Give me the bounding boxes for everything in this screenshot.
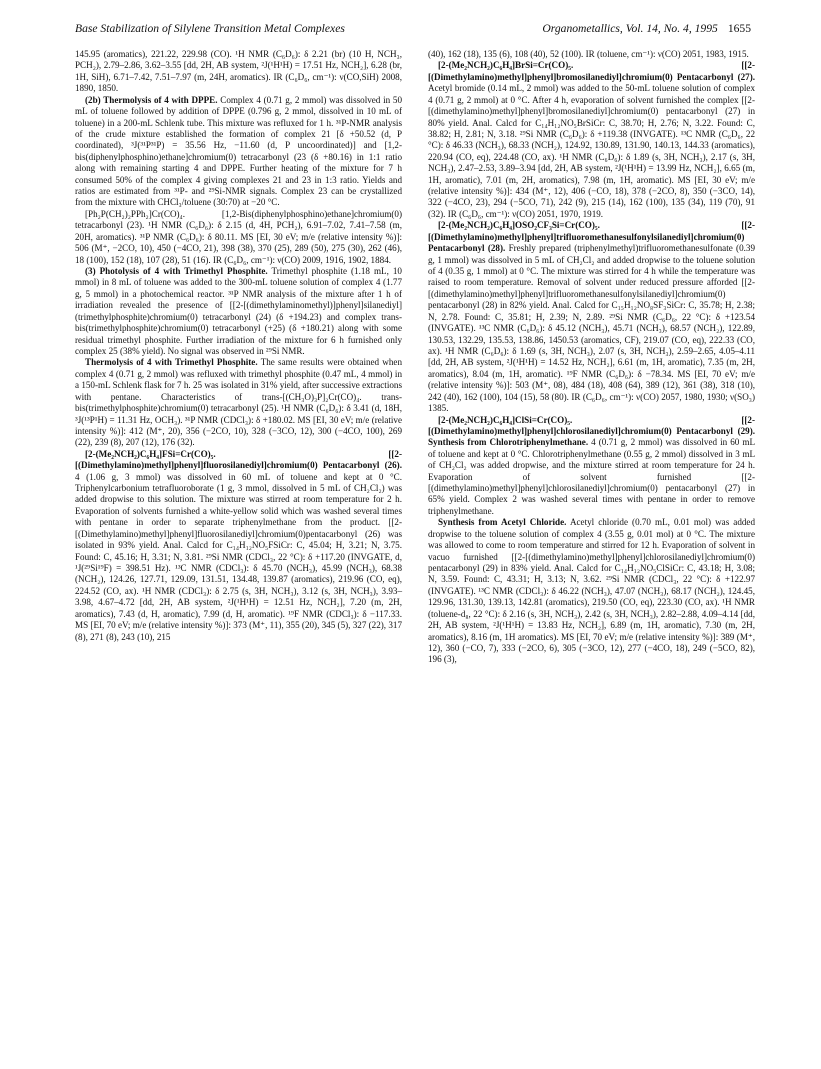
running-title: Base Stabilization of Silylene Transition Metal Complexes <box>75 22 345 35</box>
paragraph-l6 <box>75 449 402 643</box>
paragraph-heading: Thermolysis of 4 with Trimethyl Phosphite. <box>85 357 258 368</box>
paragraph-l2 <box>75 95 402 209</box>
left-column <box>75 49 402 643</box>
paragraph-heading: (2b) Thermolysis of 4 with DPPE. <box>85 94 218 105</box>
paragraph-r4 <box>428 415 755 518</box>
paragraph-r1 <box>428 49 755 60</box>
paragraph-heading: [2-(Me₂NCH₂)C₆H₄]FSi=Cr(CO)₅. [[2-[(Dimethylamino)methyl]phenyl]fluorosilanediyl]chromium(0) Pentacarbonyl (26). <box>75 448 402 471</box>
journal-name: Organometallics, Vol. 14, No. 4, 1995 <box>542 22 718 35</box>
paragraph-text: 4 (0.71 g, 2 mmol) was dissolved in 60 mL of toluene and kept at 0 °C. Chlorotriphenylmethane (0.55 g, 2 mmol) dissolved in 3 mL of CH₂Cl₂ was added dropwise, and the mixture stirred at room temperature for 24 h. Evaporation of solvent furnished [[2-[(dimethylamino)methyl]phenyl]chlorosilanediyl]chromium(0) pentacarbonyl (27) in 65% yield. Complex 2 was washed several times with pentane in order to remove triphenylmethane. <box>428 437 756 516</box>
paragraph-text: (40), 162 (18), 135 (6), 108 (40), 52 (100). IR (toluene, cm⁻¹): ν(CO) 2051, 1983, 1915. <box>428 49 749 59</box>
paragraph-l5 <box>75 357 402 448</box>
running-header <box>75 22 751 40</box>
paragraph-l3 <box>75 209 402 266</box>
paragraph-r5 <box>428 517 755 665</box>
paragraph-text: 4 (1.06 g, 3 mmol) was dissolved in 60 mL of toluene and kept at 0 °C. Triphenylcarbonium tetrafluoroborate (1 g, 3 mmol, dissolved in 5 mL of CH₂Cl₂) was added dropwise to this solution. The mixture was stirred at room temperature for 2 h. Evaporation of solvents furnished a white-yellow solid which was washed several times with pentane in order to separate triphenylmethane from the product. [[2-[(Dimethylamino)methyl]phenyl]fluorosilanediyl]chromium(0)pentacarbonyl (26) was isolated in 93% yield. Anal. Calcd for C₁₄H₁₂NO₅FSiCr: C, 45.04; H, 3.21; N, 3.75. Found: C, 45.16; H, 3.31; N, 3.81. ²⁹Si NMR (CDCl₃, 22 °C): δ +117.20 (INVGATE, d, ¹J(²⁹Si¹⁹F) = 398.51 Hz). ¹³C NMR (CDCl₃): δ 45.70 (NCH₃), 45.99 (NCH₃), 68.38 (NCH₂), 124.26, 127.71, 129.09, 131.51, 134.48, 139.87 (aromatics), 219.96 (CO, eq), 224.52 (CO, ax). ¹H NMR (CDCl₃): δ 2.75 (s, 3H, NCH₃), 3.12 (s, 3H, NCH₃), 3.93–3.98, 4.67–4.72 [dd, 2H, AB system, ²J(¹H¹H) = 12.51 Hz, NCH₂], 7.20 (m, 2H, aromatics), 7.43 (d, H, aromatic), 7.99 (d, H, aromatic). ¹⁹F NMR (CDCl₃): δ −117.33. MS [EI, 70 eV; m/e (relative intensity %)]: 373 (M⁺, 11), 355 (20), 345 (5), 327 (22), 317 (8), 271 (8), 243 (10), 215 <box>75 471 402 642</box>
paragraph-text: Complex 4 (0.71 g, 2 mmol) was dissolved in 50 mL of toluene followed by addition of DPPE (0.796 g, 2 mmol, dissolved in 10 mL of toluene) in a 200-mL Schlenk tube. This mixture was refluxed for 1 h. ³¹P-NMR analysis of the crude mixture established the formation of complex 21 [δ +50.52 (d, P coordinated), ³J(³¹P³¹P) = 35.56 Hz, −11.60 (d, P uncoordinated)] and [1,2-bis(diphenylphosphino)ethane]chromium(0) tetracarbonyl (23 (δ +80.16) in 1:1 ratio along with remaining starting 4 and DPPE. Further heating of the mixture for 7 h consumed 50% of the complex 4 giving complexes 21 and 23 in 1:3 ratio. Yields and ratios are estimated from ³¹P- and ²⁹Si-NMR signals. Complex 23 can be crystallized from the mixture with CHCl₃/toluene (30:70) at −20 °C. <box>75 94 402 208</box>
paragraph-r3 <box>428 220 755 414</box>
journal-citation <box>542 22 751 35</box>
paragraph-text: [Ph₂P(CH₂)₂PPh₂]Cr(CO)₄. [1,2-Bis(diphenylphosphino)ethane]chromium(0) tetracarbonyl (23). ¹H NMR (C₆D₆): δ 2.15 (d, 4H, PCH₂), 6.91–7.02, 7.41–7.58 (m, 20H, aromatics). ³¹P NMR (C₆D₆): δ 80.11. MS [EI, 30 eV; m/e (relative intensity %)]: 506 (M⁺, −2CO, 10), 450 (−4CO, 21), 398 (38), 370 (25), 289 (50), 275 (30), 262 (46), 18 (100), 152 (18), 107 (28), 51 (16). IR (C₆D₆, cm⁻¹): ν(CO) 2009, 1916, 1902, 1884. <box>75 208 402 265</box>
paragraph-text: Freshly prepared (triphenylmethyl)trifluoromethanesulfonate (0.39 g, 1 mmol) was dissolved in 5 mL of CH₂Cl₂ and added dropwise to the toluene solution of 4 (0.35 g, 1 mmol) at 0 °C. The mixture was stirred for 4 h while the temperature was raised to room temperature. Removal of solvent under reduced pressure afforded [[2-[(dimethylamino)methyl]phenyl]trifluoromethanesulfonylsilanediyl]chromium(0) pentacarbonyl (28) in 82% yield. Anal. Calcd for C₁₅H₁₂NO₈SF₃SiCr: C, 35.78; H, 2.38; N, 2.78. Found: C, 35.81; H, 2.39; N, 2.89. ²⁹Si NMR (C₆D₆, 22 °C): δ +123.54 (INVGATE). ¹³C NMR (C₆D₆): δ 45.12 (NCH₃), 45.71 (NCH₃), 68.57 (NCH₂), 122.89, 130.53, 132.29, 135.53, 138.86, 1450.53 (aromatics, CF), 219.07 (CO, eq), 222.33 (CO, ax). ¹H NMR (C₆D₆): δ 1.69 (s, 3H, NCH₃), 2.07 (s, 3H, NCH₃), 2.59–2.65, 4.05–4.11 [dd, 2H, AB system, ²J(¹H¹H) = 14.52 Hz, NCH₂], 6.61 (m, 1H, aromatic), 7.35 (m, 2H, aromatics), 8.04 (m, 1H, aromatic). ¹⁹F NMR (C₆D₆): δ −78.34. MS [EI, 70 eV; m/e (relative intensity %)]: 503 (M⁺, 08), 484 (18), 408 (64), 389 (12), 361 (38), 318 (10), 242 (40), 162 (100), 104 (15), 58 (80). IR (C₆D₆, cm⁻¹): ν(CO) 2057, 1980, 1930; ν(SO₃) 1385. <box>428 243 755 414</box>
paragraph-r2 <box>428 60 755 220</box>
page-number: 1655 <box>727 22 751 35</box>
paragraph-text: Acetyl chloride (0.70 mL, 0.01 mol) was added dropwise to the toluene solution of complex 4 (3.55 g, 0.01 mol) at 0 °C. The mixture was allowed to come to room temperature and stirred for 12 h. Evaporation of solvent in vacuo furnished [[2-[(dimethylamino)methyl]phenyl]chlorosilanediyl]chromium(0) pentacarbonyl (29) in 83% yield. Anal. Calcd for C₁₄H₁₂NO₅ClSiCr: C, 43.18; H, 3.08; N, 3.59. Found: C, 43.31; H, 3.13; N, 3.62. ²⁹Si NMR (CDCl₃, 22 °C): δ +122.97 (INVGATE). ¹³C NMR (CDCl₃): δ 46.22 (NCH₃), 47.07 (NCH₃), 68.17 (NCH₂), 124.45, 129.96, 131.30, 139.13, 142.81 (aromatics), 219.50 (CO, eq), 223.30 (CO, ax). ¹H NMR (toluene-d₈, 22 °C): δ 2.16 (s, 3H, NCH₃), 2.42 (s, 3H, NCH₃), 2.82–2.88, 4.09–4.14 [dd, 2H, AB system, ²J(¹H¹H) = 13.83 Hz, NCH₂], 6.89 (m, 1H, aromatic), 7.30 (m, 2H, aromatics), 8.16 (m, 1H aromatics). MS [EI, 70 eV; m/e (relative intensity %)]: 389 (M⁺, 12), 360 (−CO, 7), 333 (−2CO, 6), 305 (−3CO, 12), 277 (−4CO, 18), 249 (−5CO, 82), 196 (3), <box>428 517 755 665</box>
paragraph-text: The same results were obtained when complex 4 (0.71 g, 2 mmol) was refluxed with trimethyl phosphite (0.47 mL, 4 mmol) in a 150-mL Schlenk flask for 7 h. 25 was isolated in 31% yield, after successive extractions with pentane. Characteristics of trans-[(CH₃O)₃P]₂Cr(CO)₄. trans-bis(trimethylphosphite)chromium(0) tetracarbonyl (25). ¹H NMR (C₆D₆): δ 3.41 (d, 18H, ³J(¹³P¹H) = 11.31 Hz, OCH₃). ³¹P NMR (CDCl₃): δ +180.02. MS [EI, 30 eV; m/e (relative intensity %)]: 412 (M⁺, 20), 356 (−2CO, 10), 328 (−3CO, 12), 300 (−4CO, 100), 269 (22), 239 (8), 207 (12), 176 (32). <box>75 357 403 448</box>
paragraph-heading: [2-(Me₂NCH₂)C₆H₄]BrSi=Cr(CO)₅. [[2-[(Dimethylamino)methyl]phenyl]bromosilanediyl]chromium(0) Pentacarbonyl (27). <box>428 60 755 82</box>
paragraph-l4 <box>75 266 402 357</box>
paragraph-heading: [2-(Me₂NCH₂)C₆H₄]OSO₂CF₃Si=Cr(CO)₅. [[2-[(Dimethylamino)methyl]phenyl]trifluoromethanesulfonylsilanediyl]chromium(0) Pentacarbonyl (28). <box>428 220 755 254</box>
paragraph-l1 <box>75 49 402 95</box>
paragraph-text: Trimethyl phosphite (1.18 mL, 10 mmol) in 8 mL of toluene was added to the 300-mL toluene solution of complex 4 (1.77 g, 5 mmol) in a photochemical reactor. ³¹P NMR analysis of the mixture after 1 h of irradiation revealed the presence of [[2-[(dimethylaminomethyl)]phenyl]silanediyl](trimethylphosphite)chromium(0) tetracarbonyl (24) (δ +194.23) and complex trans-bis(trimethylphosphite)chromium(0) tetracarbonyl (+25) (δ +180.21) along with some residual trimethyl phosphite. Further irradiation of the mixture for 6 h furnished only complex 25 (38% yield). No signal was observed in ²⁹Si NMR. <box>75 266 402 356</box>
right-column <box>428 49 755 666</box>
paragraph-text: 145.95 (aromatics), 221.22, 229.98 (CO). ¹H NMR (C₆D₆): δ 2.21 (br) (10 H, NCH₃, PCH₂), 2.79–2.86, 3.62–3.55 [dd, 2H, AB system, ²J(¹H¹H) = 17.51 Hz, NCH₂], 6.28 (br, 1H, SiH), 6.71–7.42, 7.51–7.97 (m, 24H, aromatics). IR (C₆D₆, cm⁻¹): ν(CO,SiH) 2008, 1890, 1850. <box>75 49 402 94</box>
paragraph-text: Acetyl bromide (0.14 mL, 2 mmol) was added to the 50-mL toluene solution of complex 4 (0.71 g, 2 mmol) at 0 °C. After 4 h, evaporation of solvent furnished the complex [[2-[(dimethylamino)methyl]phenyl]bromosilanediyl]chromium(0) pentacarbonyl (27) in 80% yield. Anal. Calcd for C₁₄H₁₂NO₅BrSiCr: C, 38.70; H, 2.76; N, 3.22. Found: C, 38.82; H, 2.81; N, 3.18. ²⁹Si NMR (C₆D₆): δ +119.38 (INVGATE). ¹³C NMR (C₆D₆, 22 °C): δ 46.33 (NCH₃), 68.33 (NCH₂), 124.92, 130.89, 131.90, 140.13, 144.33 (aromatics), 220.94 (CO, eq), 224.48 (CO, ax). ¹H NMR (C₆D₆): δ 1.89 (s, 3H, NCH₃), 2.17 (s, 3H, NCH₃), 2.47–2.53, 3.89–3.94 [dd, 2H, AB system, ²J(¹H¹H) = 13.99 Hz, NCH₂], 6.65 (m, 1H, aromatic), 7.01 (m, 2H, aromatics), 7.98 (m, 1H, aromatic). MS [EI, 30 eV; m/e (relative intensity %)]: 434 (M⁺, 12), 406 (−CO, 18), 378 (−2CO, 8), 350 (−3CO, 14), 322 (−4CO, 23), 294 (−5CO, 71), 242 (9), 215 (14), 162 (100), 135 (34), 119 (70), 91 (32). IR (C₆D₆, cm⁻¹): ν(CO) 2051, 1970, 1919. <box>428 83 755 219</box>
paragraph-heading: [2-(Me₂NCH₂)C₆H₄]ClSi=Cr(CO)₅. [[2-[(Dimethylamino)methyl]phenyl]chlorosilanediyl]chromium(0) Pentacarbonyl (29). Synthesis from Chlorotriphenylmethane. <box>428 414 755 448</box>
paragraph-heading: Synthesis from Acetyl Chloride. <box>438 517 567 528</box>
paragraph-heading: (3) Photolysis of 4 with Trimethyl Phosphite. <box>85 266 268 277</box>
